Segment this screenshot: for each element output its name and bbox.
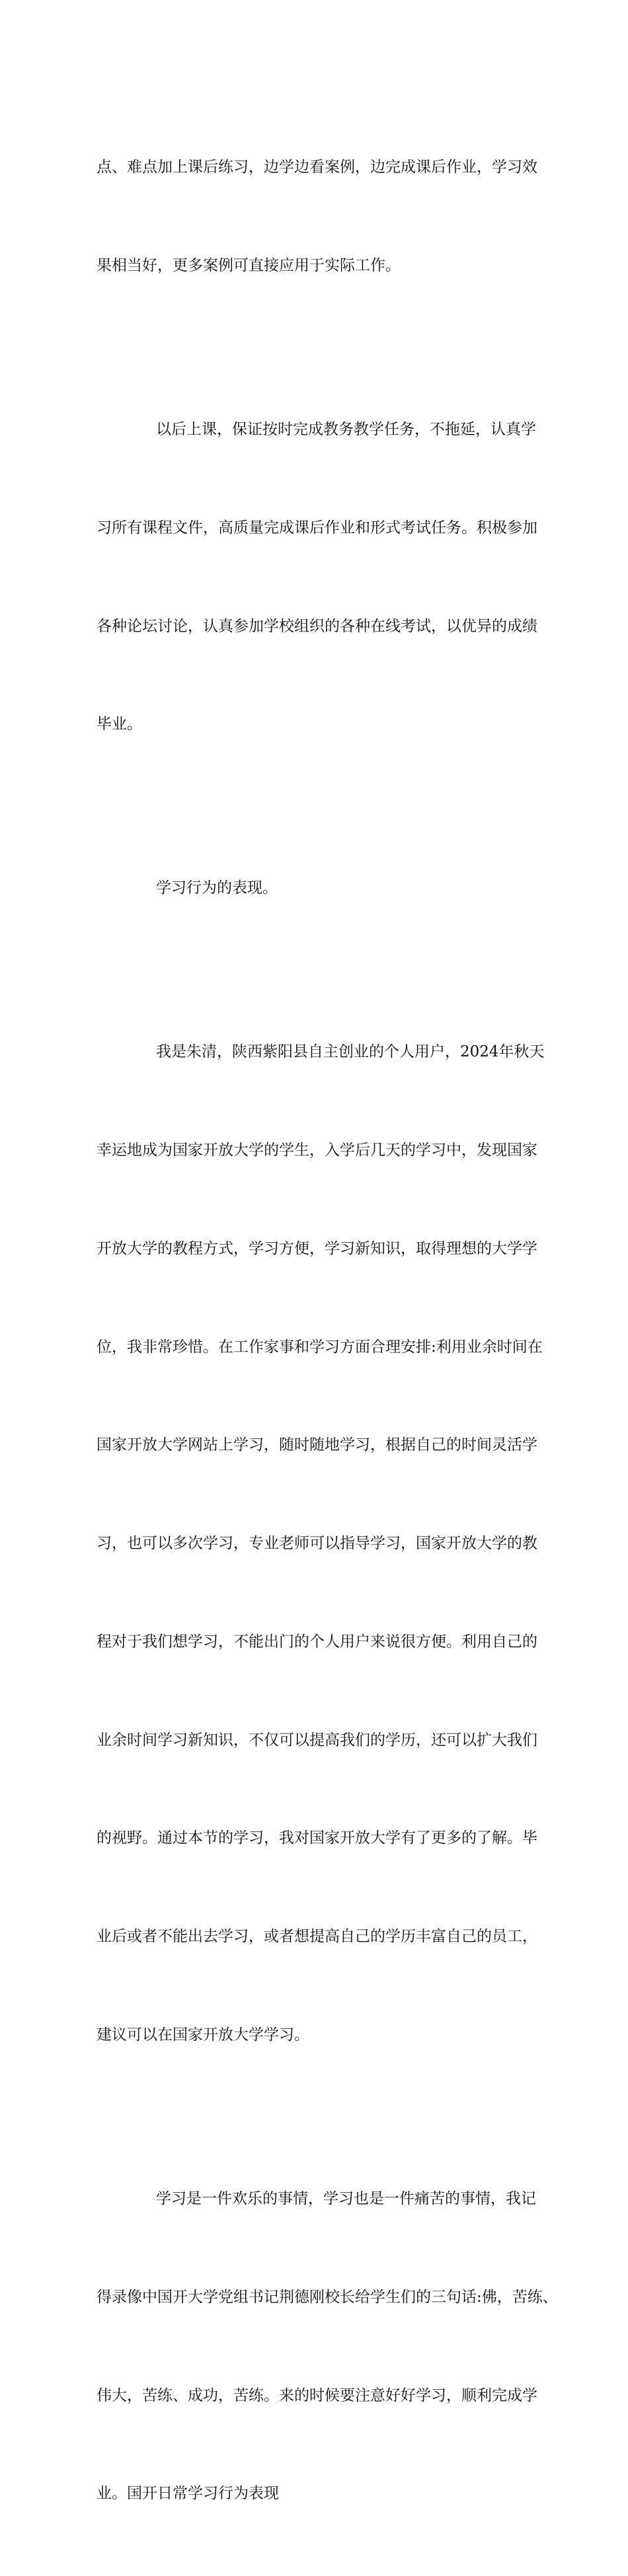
paragraph-3	[97, 807, 546, 971]
text-line: 得录像中国开大学党组书记荆德刚校长给学生们的三句话:佛，苦练、	[97, 2288, 558, 2306]
paragraph-5	[97, 2117, 558, 2576]
text-line: 建议可以在国家开放大学学习。	[97, 2026, 309, 2044]
text-line: 业后或者不能出去学习，或者想提高自己的学历丰富自己的员工，	[97, 1928, 537, 1946]
text-line: 位，我非常珍惜。在工作家事和学习方面合理安排:利用业余时间在	[97, 1338, 543, 1356]
paragraph-4	[97, 971, 546, 2117]
text-line: 国家开放大学网站上学习，随时随地学习，根据自己的时间灵活学	[97, 1436, 537, 1454]
text-line: 业。国开日常学习行为表现	[97, 2485, 279, 2503]
text-line: 我是朱清，陕西紫阳县自主创业的个人用户，2024年秋天	[156, 1043, 545, 1061]
text-line: 点、难点加上课后练习，边学边看案例，边完成课后作业，学习效	[97, 159, 537, 176]
text-line: 各种论坛讨论，认真参加学校组织的各种在线考试，以优异的成绩	[97, 617, 537, 635]
text-line: 果相当好，更多案例可直接应用于实际工作。	[97, 256, 401, 274]
text-line: 毕业。	[97, 716, 142, 733]
text-line: 学习是一件欢乐的事情，学习也是一件痛苦的事情，我记	[156, 2190, 536, 2207]
paragraph-2	[97, 348, 546, 807]
paragraph-1	[97, 86, 546, 348]
document-body	[97, 86, 558, 2576]
text-line: 伟大，苦练、成功，苦练。来的时候要注意好好学习，顺利完成学	[97, 2386, 537, 2404]
text-line: 业余时间学习新知识，不仅可以提高我们的学历，还可以扩大我们	[97, 1731, 537, 1749]
text-line: 幸运地成为国家开放大学的学生，入学后几天的学习中，发现国家	[97, 1142, 537, 1159]
text-line: 习所有课程文件，高质量完成课后作业和形式考试任务。积极参加	[97, 519, 537, 536]
text-line: 以后上课，保证按时完成教务教学任务，不拖延，认真学	[156, 420, 536, 438]
text-line: 程对于我们想学习，不能出门的个人用户来说很方便。利用自己的	[97, 1633, 537, 1650]
text-line: 的视野。通过本节的学习，我对国家开放大学有了更多的了解。毕	[97, 1829, 537, 1847]
text-line: 开放大学的教程方式，学习方便，学习新知识，取得理想的大学学	[97, 1239, 537, 1257]
section-heading: 学习行为的表现。	[156, 879, 278, 897]
text-line: 习，也可以多次学习，专业老师可以指导学习，国家开放大学的教	[97, 1535, 537, 1553]
